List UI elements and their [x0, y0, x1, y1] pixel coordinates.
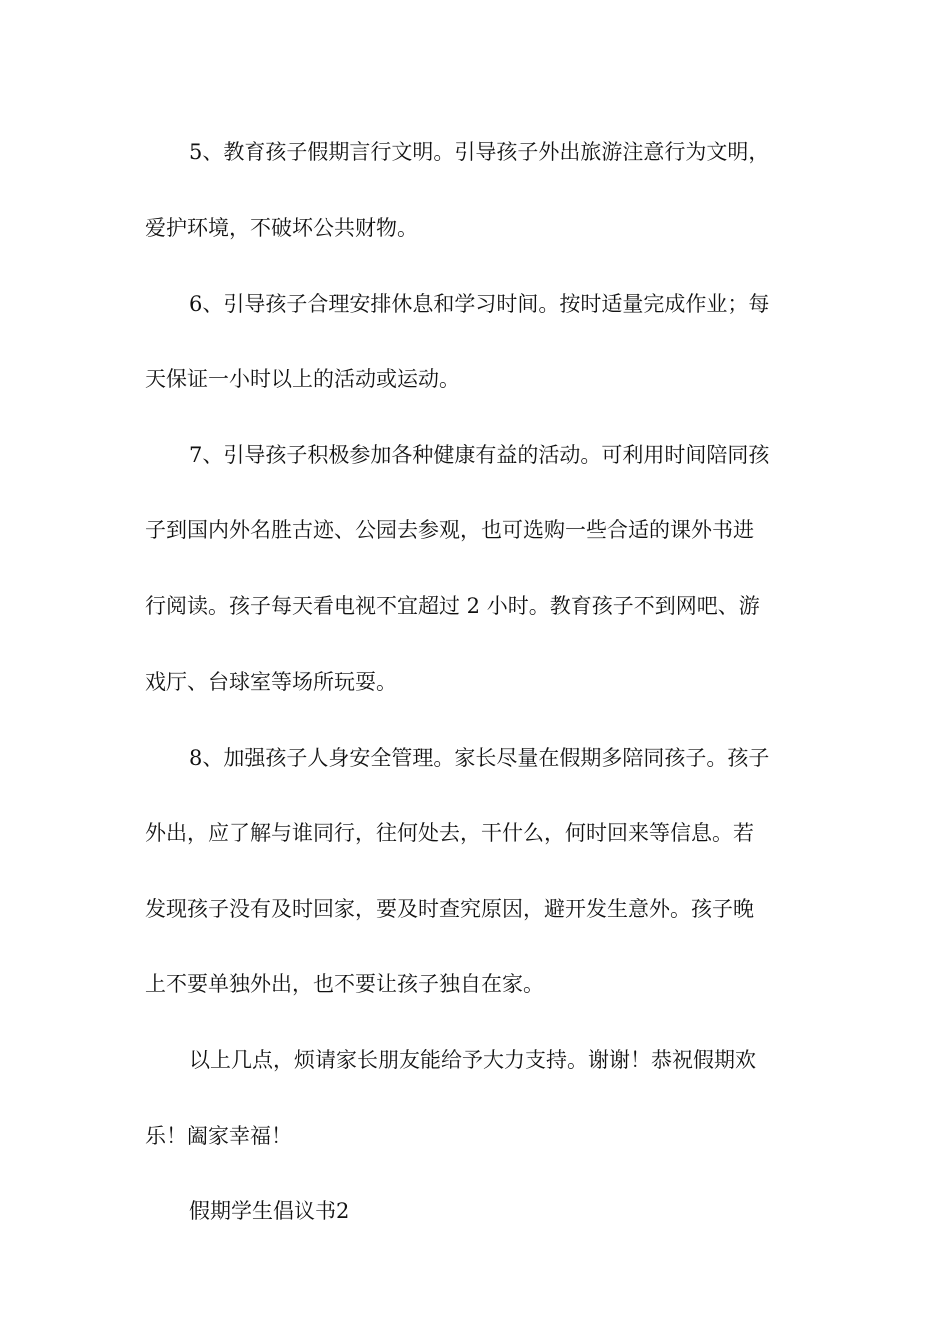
item-8-line-3: 发现孩子没有及时回家，要及时查究原因，避开发生意外。孩子晚	[145, 897, 754, 921]
item-8-line-1: 8、加强孩子人身安全管理。家长尽量在假期多陪同孩子。孩子	[189, 746, 770, 770]
item-6-line-1: 6、引导孩子合理安排休息和学习时间。按时适量完成作业；每	[189, 292, 770, 316]
item-5-line-2: 爱护环境，不破坏公共财物。	[145, 216, 418, 240]
closing-line-1: 以上几点，烦请家长朋友能给予大力支持。谢谢！恭祝假期欢	[189, 1048, 756, 1072]
item-8-line-2: 外出，应了解与谁同行，往何处去，干什么，何时回来等信息。若	[145, 821, 754, 845]
item-8-line-4: 上不要单独外出，也不要让孩子独自在家。	[145, 972, 544, 996]
item-5-line-1: 5、教育孩子假期言行文明。引导孩子外出旅游注意行为文明，	[189, 140, 770, 164]
item-7-line-3: 行阅读。孩子每天看电视不宜超过 2 小时。教育孩子不到网吧、游	[145, 594, 760, 618]
item-7-line-1: 7、引导孩子积极参加各种健康有益的活动。可利用时间陪同孩	[189, 443, 770, 467]
closing-line-2: 乐！阖家幸福！	[145, 1124, 292, 1148]
item-7-line-4: 戏厅、台球室等场所玩耍。	[145, 670, 397, 694]
next-section-title: 假期学生倡议书2	[189, 1199, 350, 1223]
item-6-line-2: 天保证一小时以上的活动或运动。	[145, 367, 460, 391]
item-7-line-2: 子到国内外名胜古迹、公园去参观，也可选购一些合适的课外书进	[145, 518, 754, 542]
